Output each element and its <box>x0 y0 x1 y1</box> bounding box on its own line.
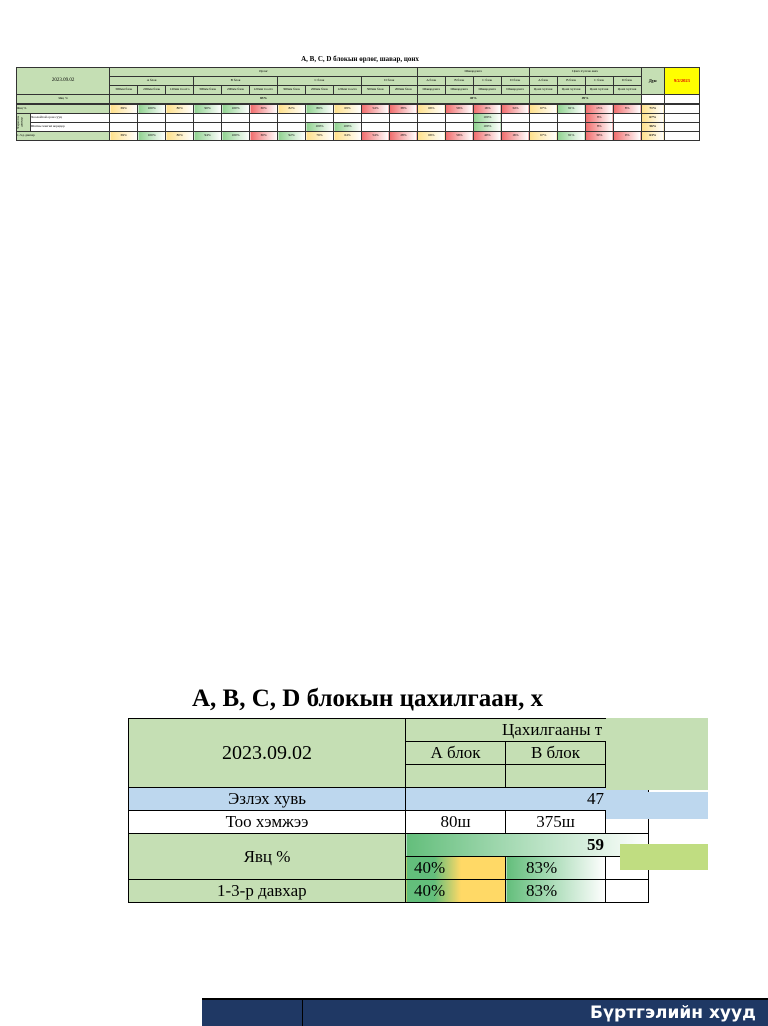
data-cell[interactable]: 66% <box>417 105 445 114</box>
data-cell[interactable]: 100% <box>334 123 362 132</box>
data-cell[interactable]: 69% <box>334 105 362 114</box>
sub-a-200[interactable]: 200мм блок <box>138 86 166 95</box>
lower-empty-a[interactable] <box>406 765 506 788</box>
sub-c-200[interactable]: 200мм блок <box>305 86 333 95</box>
data-cell[interactable] <box>194 123 222 132</box>
date-badge[interactable]: 9/2/2023 <box>664 68 699 95</box>
empty-cell[interactable] <box>664 105 699 114</box>
data-cell[interactable]: 80% <box>166 132 194 141</box>
data-cell[interactable]: 82% <box>278 105 306 114</box>
progress-a[interactable]: 40% <box>406 857 506 880</box>
data-cell[interactable]: 40% <box>473 132 501 141</box>
data-cell[interactable]: 100% <box>222 132 250 141</box>
row-label[interactable]: Шатны хонгил коридор <box>30 123 109 132</box>
side-label-text: Хэрэглэх давхар <box>16 115 24 130</box>
shavar-block-b[interactable]: B блок <box>445 77 473 86</box>
floor-label[interactable]: 1-3-р давхар <box>129 880 406 903</box>
data-cell[interactable] <box>110 123 138 132</box>
quantity-b[interactable]: 375ш <box>506 811 606 834</box>
pct-orlog[interactable]: 83% <box>110 95 418 104</box>
pct-tsonkh[interactable]: 49% <box>529 95 641 104</box>
sub-shavar-b[interactable]: Шавардлага <box>445 86 473 95</box>
lower-table <box>128 718 649 903</box>
table-row <box>17 114 700 123</box>
lower-progress-label[interactable]: Явц % <box>129 834 406 880</box>
lower-right-coverage-fill <box>606 792 708 819</box>
lower-date-cell[interactable]: 2023.09.02 <box>129 719 406 788</box>
empty-cell[interactable] <box>664 114 699 123</box>
data-cell[interactable] <box>334 114 362 123</box>
lower-sheet-title: A, B, C, D блокын цахилгаан, х <box>192 685 544 712</box>
data-cell[interactable] <box>361 114 389 123</box>
data-cell[interactable] <box>613 114 641 123</box>
data-cell[interactable]: 91% <box>557 105 585 114</box>
data-cell[interactable]: 100% <box>138 132 166 141</box>
data-cell[interactable]: 100% <box>222 105 250 114</box>
data-cell[interactable] <box>222 114 250 123</box>
lower-empty-b[interactable] <box>506 765 606 788</box>
table-row <box>17 132 700 141</box>
data-cell[interactable] <box>501 114 529 123</box>
progress-b[interactable]: 83% <box>506 857 606 880</box>
data-cell[interactable] <box>501 123 529 132</box>
sub-a-300[interactable]: 300мм блок <box>110 86 138 95</box>
sub-b-200[interactable]: 200мм блок <box>222 86 250 95</box>
tsonkh-group-header[interactable]: Цонх хүлээж авах <box>529 68 641 77</box>
top-table <box>16 67 700 104</box>
data-cell[interactable]: 0% <box>613 132 641 141</box>
data-cell[interactable]: 56% <box>445 132 473 141</box>
data-cell[interactable] <box>445 123 473 132</box>
row-total[interactable]: 71% <box>641 105 664 114</box>
tsonkh-block-a[interactable]: A блок <box>529 77 557 86</box>
data-cell[interactable]: 34% <box>501 105 529 114</box>
data-cell[interactable]: 76% <box>306 132 334 141</box>
data-cell[interactable]: 100% <box>138 105 166 114</box>
data-cell[interactable] <box>306 114 334 123</box>
data-cell[interactable]: 28% <box>389 132 417 141</box>
data-cell[interactable]: 30% <box>250 132 278 141</box>
data-cell[interactable]: 13% <box>585 105 613 114</box>
top-data-rows <box>16 104 700 141</box>
data-cell[interactable]: 100% <box>306 123 334 132</box>
tsonkh-block-d[interactable]: D блок <box>613 77 641 86</box>
lower-block-b[interactable]: В блок <box>506 742 606 765</box>
data-cell[interactable] <box>250 114 278 123</box>
sub-tsonkh-a[interactable]: Цонх хүлээж <box>529 86 557 95</box>
row-total[interactable]: 63% <box>641 132 664 141</box>
data-cell[interactable] <box>110 114 138 123</box>
floor-a[interactable]: 40% <box>406 880 506 903</box>
progress-label[interactable]: Явц % <box>17 95 110 104</box>
sub-b-120[interactable]: 120мм тоосго <box>249 86 277 95</box>
sub-shavar-d[interactable]: Шавардлага <box>501 86 529 95</box>
lower-right-header-fill <box>606 718 708 790</box>
data-cell[interactable] <box>417 123 445 132</box>
lower-block-a[interactable]: А блок <box>406 742 506 765</box>
data-cell[interactable]: 69% <box>110 105 138 114</box>
shavar-block-d[interactable]: D блок <box>501 77 529 86</box>
pct-shavar[interactable]: 45% <box>417 95 529 104</box>
data-cell[interactable]: 66% <box>417 132 445 141</box>
coverage-value[interactable]: 47 <box>406 788 649 811</box>
sub-d-300[interactable]: 300мм блок <box>361 86 389 95</box>
row-total[interactable]: 56% <box>641 123 664 132</box>
lower-spreadsheet <box>128 718 606 918</box>
row-label[interactable]: Явц % <box>17 105 110 114</box>
orlog-block-c[interactable]: C блок <box>277 77 361 86</box>
quantity-a[interactable]: 80ш <box>406 811 506 834</box>
lower-group-header[interactable]: Цахилгааны т <box>406 719 649 742</box>
data-cell[interactable] <box>138 114 166 123</box>
data-cell[interactable] <box>138 123 166 132</box>
data-cell[interactable]: 64% <box>334 132 362 141</box>
data-cell[interactable] <box>166 123 194 132</box>
data-cell[interactable]: 8% <box>585 114 613 123</box>
data-cell[interactable]: 91% <box>557 132 585 141</box>
quantity-label[interactable]: Тоо хэмжээ <box>129 811 406 834</box>
data-cell[interactable]: 16% <box>501 132 529 141</box>
row-label[interactable]: 1-3-р давхар <box>17 132 110 141</box>
sub-tsonkh-b[interactable]: Цонх хүлээж <box>557 86 585 95</box>
data-cell[interactable] <box>417 114 445 123</box>
data-cell[interactable] <box>166 114 194 123</box>
table-row <box>17 105 700 114</box>
sub-tsonkh-c[interactable]: Цонх хүлээж <box>585 86 613 95</box>
total-header[interactable]: Дүн <box>641 68 664 95</box>
shavar-block-a[interactable]: A блок <box>417 77 445 86</box>
data-cell[interactable]: 67% <box>529 105 557 114</box>
data-cell[interactable]: 30% <box>250 105 278 114</box>
data-cell[interactable]: 16% <box>473 105 501 114</box>
data-cell[interactable] <box>557 123 585 132</box>
sub-c-300[interactable]: 300мм блок <box>277 86 305 95</box>
data-cell[interactable]: 100% <box>473 123 501 132</box>
data-cell[interactable] <box>194 114 222 123</box>
data-cell[interactable] <box>250 123 278 132</box>
sub-c-120[interactable]: 120мм тоосго <box>333 86 361 95</box>
data-cell[interactable]: 54% <box>361 105 389 114</box>
data-cell[interactable] <box>613 123 641 132</box>
data-cell[interactable] <box>389 114 417 123</box>
data-cell[interactable]: 39% <box>585 132 613 141</box>
bottom-strip-first-cell[interactable] <box>202 1000 303 1026</box>
lower-right-progress-bar <box>620 844 708 870</box>
empty-cell[interactable] <box>664 123 699 132</box>
data-cell[interactable]: 90% <box>194 105 222 114</box>
row-total[interactable]: 67% <box>641 114 664 123</box>
data-cell[interactable]: 80% <box>166 105 194 114</box>
data-cell[interactable] <box>278 114 306 123</box>
table-row <box>17 123 700 132</box>
data-cell[interactable]: 8% <box>585 123 613 132</box>
lower-progress-total[interactable]: 59 <box>406 834 649 857</box>
bottom-header-strip <box>202 998 768 1026</box>
row-label[interactable]: Хоолойтой орон сууц <box>30 114 109 123</box>
floor-empty[interactable] <box>606 880 649 903</box>
data-cell[interactable]: 67% <box>529 132 557 141</box>
tsonkh-block-c[interactable]: C блок <box>585 77 613 86</box>
empty-cell[interactable] <box>664 132 699 141</box>
top-sheet-title: A, B, C, D блокын өрлөг, шавар, цонх <box>301 55 419 63</box>
data-cell[interactable] <box>222 123 250 132</box>
sub-b-300[interactable]: 300мм блок <box>194 86 222 95</box>
empty-cell[interactable] <box>641 95 664 104</box>
data-cell[interactable] <box>445 114 473 123</box>
orlog-group-header[interactable]: Өрлөг <box>110 68 418 77</box>
data-cell[interactable] <box>389 123 417 132</box>
sub-a-120[interactable]: 120мм тоосго <box>166 86 194 95</box>
coverage-label[interactable]: Эзлэх хувь <box>129 788 406 811</box>
data-cell[interactable] <box>529 123 557 132</box>
top-date-cell[interactable]: 2023.09.02 <box>17 68 110 95</box>
data-cell[interactable]: 56% <box>445 105 473 114</box>
data-cell[interactable] <box>361 123 389 132</box>
data-cell[interactable]: 38% <box>389 105 417 114</box>
tsonkh-block-b[interactable]: B блок <box>557 77 585 86</box>
sub-d-200[interactable]: 200мм блок <box>389 86 417 95</box>
top-spreadsheet <box>16 67 700 141</box>
data-cell[interactable]: 92% <box>278 132 306 141</box>
data-cell[interactable]: 86% <box>306 105 334 114</box>
shavar-group-header[interactable]: Шавардлага <box>417 68 529 77</box>
shavar-block-c[interactable]: C блок <box>473 77 501 86</box>
data-cell[interactable]: 8% <box>613 105 641 114</box>
empty-cell[interactable] <box>664 95 699 104</box>
sub-tsonkh-d[interactable]: Цонх хүлээж <box>613 86 641 95</box>
data-cell[interactable] <box>557 114 585 123</box>
data-cell[interactable] <box>529 114 557 123</box>
orlog-block-b[interactable]: B блок <box>194 77 278 86</box>
data-cell[interactable] <box>278 123 306 132</box>
bottom-strip-label: Бүртгэлийн хууд <box>590 1003 756 1023</box>
sub-shavar-a[interactable]: Шавардлага <box>417 86 445 95</box>
orlog-block-d[interactable]: D блок <box>361 77 417 86</box>
data-cell[interactable]: 100% <box>473 114 501 123</box>
floor-b[interactable]: 83% <box>506 880 606 903</box>
data-cell[interactable]: 94% <box>194 132 222 141</box>
data-cell[interactable]: 69% <box>110 132 138 141</box>
sub-shavar-c[interactable]: Шавардлага <box>473 86 501 95</box>
orlog-block-a[interactable]: A блок <box>110 77 194 86</box>
side-label[interactable] <box>17 114 31 132</box>
data-cell[interactable]: 54% <box>361 132 389 141</box>
